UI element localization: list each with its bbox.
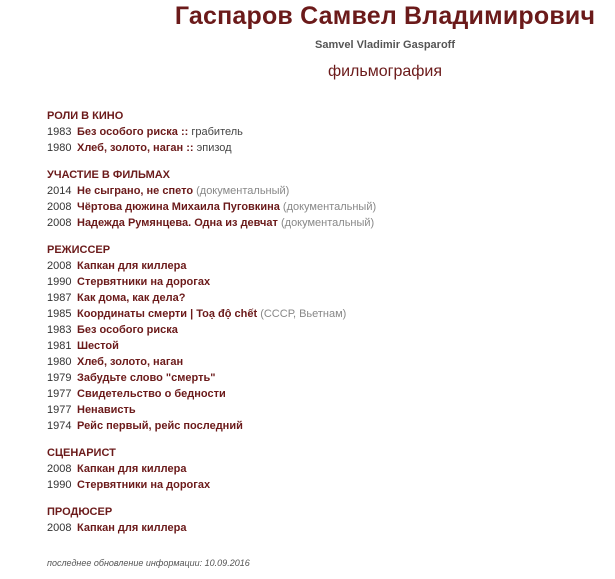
- film-year: 1980: [47, 142, 72, 154]
- list-item: [47, 306, 607, 322]
- film-year: 2008: [47, 522, 72, 534]
- list-item: [47, 258, 607, 274]
- film-title-link[interactable]: Стервятники на дорогах: [77, 276, 211, 288]
- film-year: 1983: [47, 324, 72, 336]
- film-title-link[interactable]: Капкан для киллера: [77, 463, 187, 475]
- film-title-link[interactable]: Не сыграно, не спето: [77, 185, 194, 197]
- film-title-link[interactable]: Хлеб, золото, наган: [77, 142, 184, 154]
- film-note: (документальный): [280, 217, 375, 229]
- film-note: (документальный): [196, 185, 290, 197]
- film-title-link[interactable]: Чёртова дюжина Михаила Пуговкина: [77, 201, 280, 213]
- list-item: [47, 461, 607, 477]
- section-title: СЦЕНАРИСТ: [47, 447, 116, 459]
- film-year: 1987: [47, 292, 72, 304]
- list-item: [47, 322, 607, 338]
- film-year: 2008: [47, 217, 72, 229]
- film-title-link[interactable]: Хлеб, золото, наган: [77, 356, 184, 368]
- film-year: 1990: [47, 276, 72, 288]
- film-title-link[interactable]: Капкан для киллера: [77, 522, 187, 534]
- film-title-link[interactable]: Капкан для киллера: [77, 260, 187, 272]
- section-title: РЕЖИССЕР: [47, 244, 111, 256]
- role-separator: ::: [180, 126, 189, 138]
- film-title-link[interactable]: Рейс первый, рейс последний: [77, 420, 243, 432]
- role-name: эпизод: [196, 142, 232, 154]
- page-title: Гаспаров Самвел Владимирович: [174, 2, 596, 30]
- list-item: [47, 386, 607, 402]
- list-item: [47, 370, 607, 386]
- film-note: (СССР, Вьетнам): [260, 308, 347, 320]
- film-title-link[interactable]: Надежда Румянцева. Одна из девчат: [77, 217, 278, 229]
- filmography-list: [47, 108, 607, 547]
- list-item: [47, 338, 607, 354]
- section-2: [47, 167, 607, 231]
- section-title: РОЛИ В КИНО: [47, 110, 124, 122]
- list-item: [47, 477, 607, 493]
- section-5: [47, 504, 607, 536]
- list-item: [47, 124, 607, 140]
- section-title: УЧАСТИЕ В ФИЛЬМАХ: [47, 169, 171, 181]
- film-year: 2008: [47, 201, 72, 213]
- last-updated-note: последнее обновление информации: 10.09.2016: [47, 558, 250, 568]
- film-title-link[interactable]: Ненависть: [77, 404, 136, 416]
- section-4: [47, 445, 607, 493]
- film-year: 1980: [47, 356, 72, 368]
- list-item: [47, 215, 607, 231]
- section-title: ПРОДЮСЕР: [47, 506, 113, 518]
- list-item: [47, 418, 607, 434]
- list-item: [47, 140, 607, 156]
- film-year: 1979: [47, 372, 72, 384]
- list-item: [47, 290, 607, 306]
- film-year: 2008: [47, 260, 72, 272]
- film-title-link[interactable]: Координаты смерти | Toạ độ chết: [77, 308, 258, 320]
- section-3: [47, 242, 607, 434]
- list-item: [47, 520, 607, 536]
- section-1: [47, 108, 607, 156]
- film-year: 1977: [47, 388, 72, 400]
- latin-name: Samvel Vladimir Gasparoff: [315, 39, 455, 51]
- list-item: [47, 199, 607, 215]
- film-title-link[interactable]: Шестой: [77, 340, 119, 352]
- film-year: 2014: [47, 185, 72, 197]
- role-name: грабитель: [191, 126, 243, 138]
- film-year: 1983: [47, 126, 72, 138]
- film-note: (документальный): [282, 201, 377, 213]
- page-subtitle: фильмография: [327, 63, 443, 80]
- film-title-link[interactable]: Свидетельство о бедности: [77, 388, 226, 400]
- role-separator: ::: [186, 142, 194, 154]
- list-item: [47, 183, 607, 199]
- film-title-link[interactable]: Забудьте слово "смерть": [77, 372, 216, 384]
- film-year: 1974: [47, 420, 72, 432]
- list-item: [47, 354, 607, 370]
- film-title-link[interactable]: Стервятники на дорогах: [77, 479, 211, 491]
- film-year: 1981: [47, 340, 72, 352]
- list-item: [47, 402, 607, 418]
- film-year: 2008: [47, 463, 72, 475]
- list-item: [47, 274, 607, 290]
- film-year: 1977: [47, 404, 72, 416]
- film-title-link[interactable]: Без особого риска: [77, 324, 178, 336]
- film-title-link[interactable]: Как дома, как дела?: [77, 292, 186, 304]
- film-year: 1990: [47, 479, 72, 491]
- film-title-link[interactable]: Без особого риска: [77, 126, 178, 138]
- film-year: 1985: [47, 308, 72, 320]
